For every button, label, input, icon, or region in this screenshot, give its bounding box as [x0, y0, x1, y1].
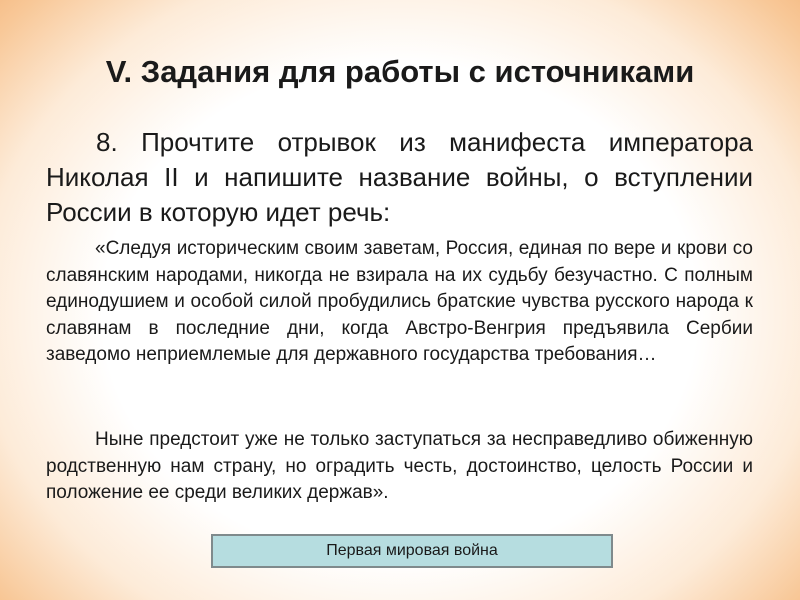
answer-box[interactable] [211, 534, 613, 568]
answer-text: Первая мировая война [326, 542, 498, 559]
slide-title: V. Задания для работы с источниками [105, 54, 695, 89]
task-text: 8. Прочтите отрывок из манифеста императора Николая II и напишите название войны, о вступлении России в которую идет речь: [46, 127, 753, 227]
quote-paragraph-1: «Следуя историческим своим заветам, Россия, единая по вере и крови со славянским народами, никогда не взирала на их судьбу безучастно. С полным единодушием и особой силой пробудились братские чувства русского народа к славянам в последние дни, когда Австро-Венгрия предъявила Сербии заведомо неприемлемые для державного государства требования… [46, 238, 753, 365]
quote-paragraph-2: Ныне предстоит уже не только заступаться за несправедливо обиженную родственную нам страну, но оградить честь, достоинство, целость России и положение ее среди великих держав». [46, 429, 753, 503]
